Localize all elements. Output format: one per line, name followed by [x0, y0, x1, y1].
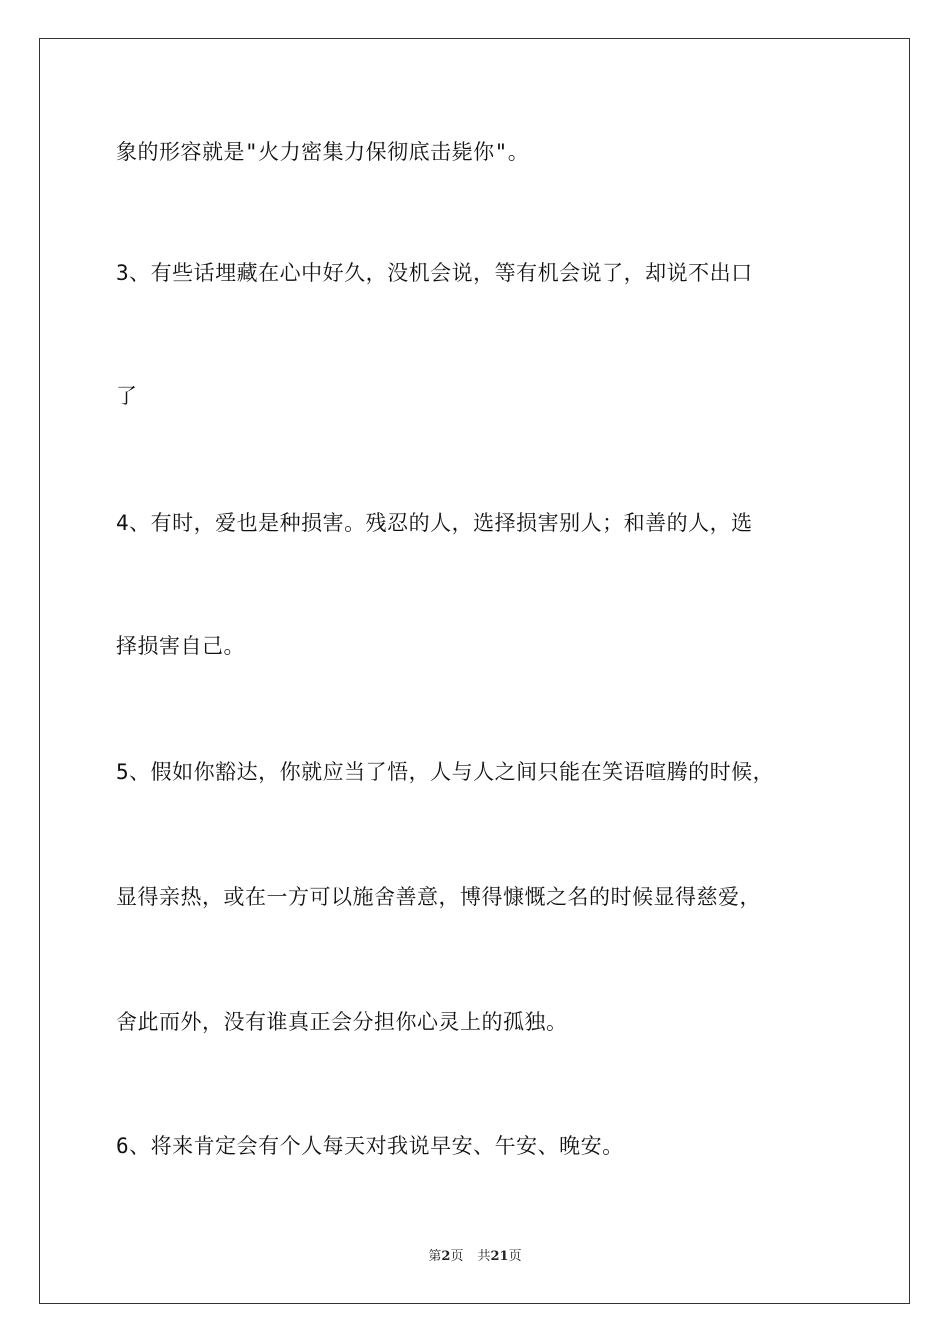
text-line-1: 象的形容就是"火力密集力保彻底击毙你"。 [116, 140, 530, 164]
text-line-5: 择损害自己。 [116, 634, 245, 658]
text-line-3: 了 [116, 384, 138, 408]
page-footer [0, 1248, 950, 1266]
page-number: 2 [441, 1249, 451, 1264]
text-line-4: 4、有时，爱也是种损害。残忍的人，选择损害别人；和善的人，选 [116, 511, 753, 535]
text-line-6: 5、假如你豁达，你就应当了悟，人与人之间只能在笑语喧腾的时候， [116, 760, 775, 784]
text-line-9: 6、将来肯定会有个人每天对我说早安、午安、晚安。 [116, 1134, 624, 1158]
total-suffix: 页 [508, 1249, 522, 1264]
page-border [39, 38, 910, 1304]
total-prefix: 共 [477, 1249, 491, 1264]
text-line-7: 显得亲热，或在一方可以施舍善意，博得慷慨之名的时候显得慈爱， [116, 885, 761, 909]
total-pages: 21 [490, 1249, 509, 1264]
page-suffix: 页 [450, 1249, 464, 1264]
text-line-2: 3、有些话埋藏在心中好久，没机会说，等有机会说了，却说不出口 [116, 261, 753, 285]
page-prefix: 第 [428, 1249, 442, 1264]
text-line-8: 舍此而外，没有谁真正会分担你心灵上的孤独。 [116, 1010, 568, 1034]
